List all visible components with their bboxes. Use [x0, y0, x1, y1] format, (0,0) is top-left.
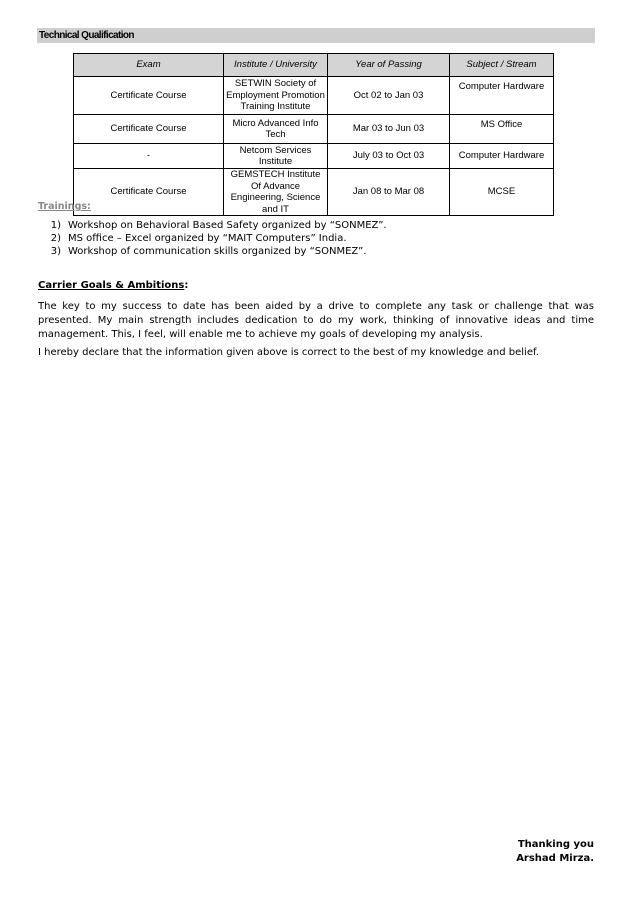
goals-heading-colon: : [184, 280, 189, 291]
cell-institute: Micro Advanced Info Tech [224, 115, 328, 144]
trainings-heading: Trainings: [38, 201, 91, 212]
cell-exam: Certificate Course [74, 169, 224, 216]
signoff [516, 838, 594, 866]
table-header-row [74, 54, 554, 77]
cell-year: Oct 02 to Jan 03 [328, 77, 450, 115]
table-row [74, 144, 554, 169]
goals-paragraph: The key to my success to date has been aided by a drive to complete any task or challenge that was presented. My main strength includes dedication to do my work, thinking of innovative ideas and time management. This, I feel, will enable me to achieve my goals of developing my analysis. [38, 301, 594, 340]
cell-subject: Computer Hardware [450, 144, 554, 169]
cell-year: Jan 08 to Mar 08 [328, 169, 450, 216]
header-year: Year of Passing [328, 54, 450, 77]
cell-year: Mar 03 to Jun 03 [328, 115, 450, 144]
list-item: 3) Workshop of communication skills organized by “SONMEZ”. [50, 246, 367, 258]
cell-institute: GEMSTECH Institute Of Advance Engineering, Science and IT [224, 169, 328, 216]
table-row [74, 77, 554, 115]
cell-exam: Certificate Course [74, 115, 224, 144]
cell-subject: MS Office [450, 115, 554, 144]
cell-subject: MCSE [450, 169, 554, 216]
header-exam: Exam [74, 54, 224, 77]
cell-subject: Computer Hardware [450, 77, 554, 115]
goals-heading-text: Carrier Goals & Ambitions [38, 280, 185, 291]
cell-institute: SETWIN Society of Employment Promotion Training Institute [224, 77, 328, 115]
list-item: 2) MS office – Excel organized by “MAIT Computers” India. [50, 233, 347, 245]
cell-year: July 03 to Oct 03 [328, 144, 450, 169]
goals-heading [38, 280, 188, 291]
signoff-thanks: Thanking you [517, 839, 594, 850]
signoff-name: Arshad Mirza. [516, 853, 594, 864]
table-row [74, 169, 554, 216]
header-institute: Institute / University [224, 54, 328, 77]
list-item: 1) Workshop on Behavioral Based Safety organized by “SONMEZ”. [50, 220, 387, 231]
cell-exam: Certificate Course [74, 77, 224, 115]
qualification-table [73, 53, 554, 216]
cell-institute: Netcom Services Institute [224, 144, 328, 169]
table-row [74, 115, 554, 144]
cell-exam: - [74, 144, 224, 169]
section-title-technical-qualification: Technical Qualification [37, 28, 595, 43]
declaration-paragraph: I hereby declare that the information given above is correct to the best of my knowledge and belief. [38, 347, 539, 358]
trainings-list [38, 219, 387, 259]
header-subject: Subject / Stream [450, 54, 554, 77]
